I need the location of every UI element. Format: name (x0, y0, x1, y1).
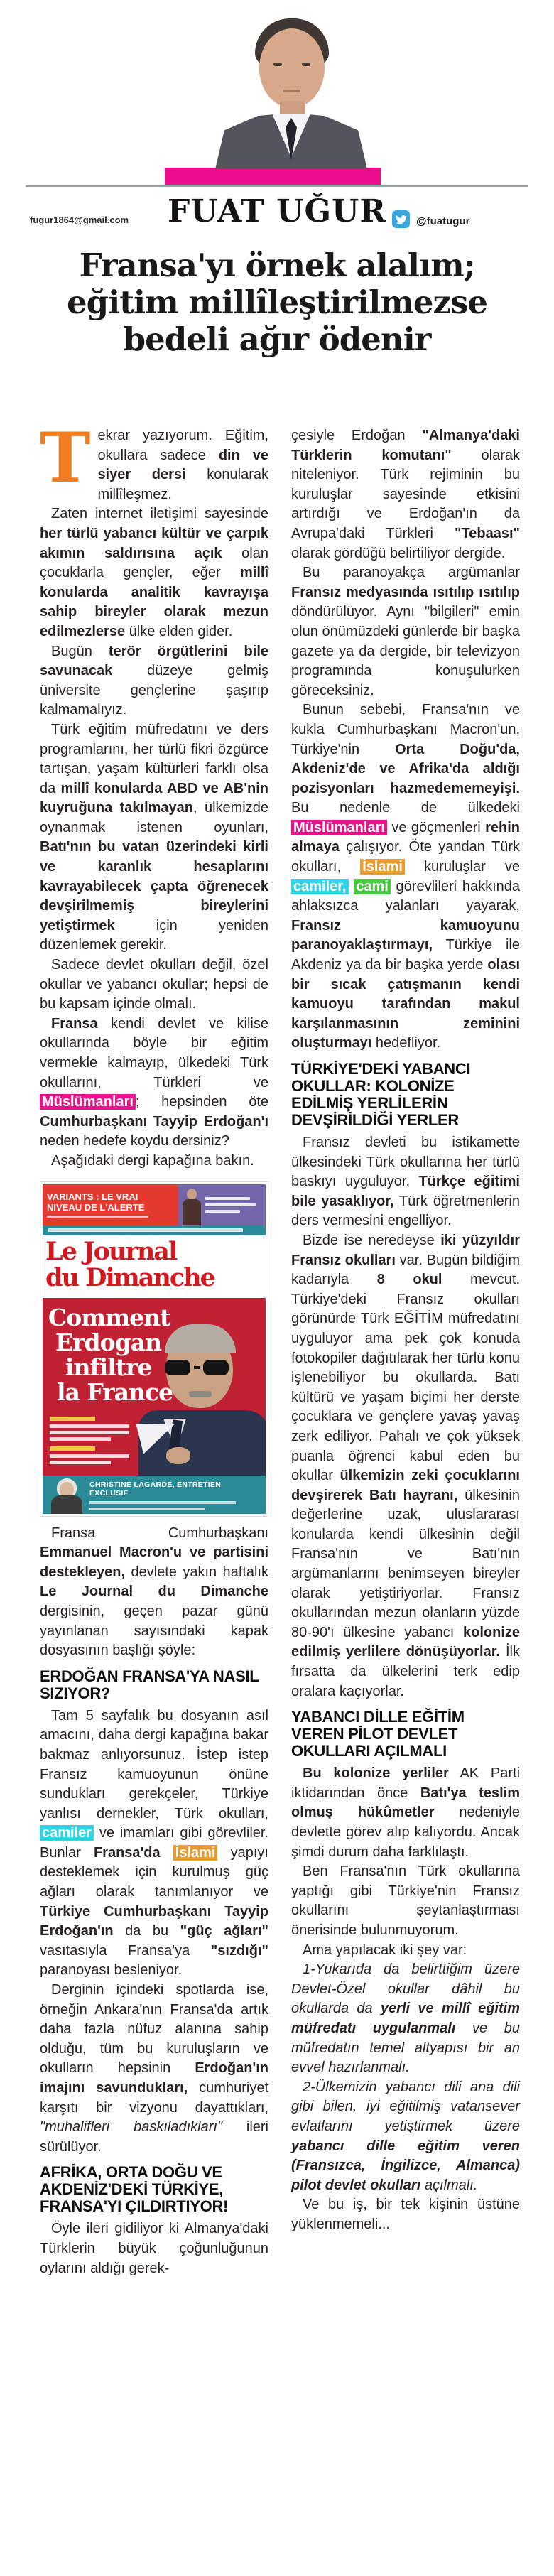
section-subheading: YABANCI DİLLE EĞİTİM VEREN PİLOT DEVLET OKULLARI AÇILMALI (291, 1708, 465, 1760)
article-paragraph: Öyle ileri gidiliyor ki Almanya'daki Türklerin büyük çoğunluğunun oylarını aldığı gerek- (40, 2221, 268, 2276)
article-paragraph: Türk eğitim müfredatını ve ders programlarını, her türlü fikri özgürce tartışan, yaşam kültürleri farklı olsa da millî konularda ABD ve AB'nin kuyruğuna takılmayan, ülkemizde oynanmak istenen oyunları, Batı'nın bu vatan üzerindeki kirli ve karanlık hesaplarını kavrayabilecek çapta öğrenecek devşirilmemiş bireylerini yetiştirmek için yeniden düzenlemek gerekir. (40, 721, 268, 953)
magazine-banner-person-photo (181, 1189, 202, 1225)
magazine-headline-line4: la France (57, 1378, 173, 1406)
author-photo (210, 18, 373, 169)
magazine-banner-red-box (43, 1184, 178, 1225)
erdogan-hand (166, 1447, 190, 1464)
magazine-headline-line3: infiltre (65, 1353, 152, 1381)
article-title-line2: eğitim millîleştirilmezse (67, 283, 487, 321)
article-paragraph: Fransa Cumhurbaşkanı Emmanuel Macron'u ve partisini destekleyen, devlete yakın haftalık Le Journal du Dimanche dergisinin, geçen pazar günü yayınlanan sayısındaki kapak dosyasının başlığı şöyle: (40, 1525, 268, 1659)
highlighted-keyword: camiler (40, 1825, 94, 1841)
highlighted-keyword: cami (354, 879, 391, 894)
highlighted-keyword: İslami (360, 859, 405, 875)
caption-text-bar (50, 1437, 111, 1441)
twitter-handle[interactable]: @fuatugur (416, 215, 470, 227)
drop-cap: T (40, 418, 91, 498)
banner-text-bar (205, 1210, 240, 1213)
magazine-top-banner (43, 1184, 266, 1225)
magazine-banner-text-line2: NIVEAU DE L'ALERTE (47, 1202, 145, 1213)
author-photo-mouth (283, 90, 300, 92)
article-paragraph: 2-Ülkemizin yabancı dili ana dili gibi bilen, iyi eğitilmiş vatansever evlatlarını yetiştirmek üzere yabancı dille eğitim veren (Fransızca, İngilizce, Almanca) pilot devlet okulları açılmalı. (291, 2079, 520, 2193)
lagarde-caption: CHRISTINE LAGARDE, ENTRETIEN EXCLUSIF (89, 1480, 222, 1498)
article-paragraph: Ve bu iş, bir tek kişinin üstüne yüklenmemeli... (291, 2197, 520, 2232)
magazine-logo (43, 1235, 266, 1298)
lagarde-text-bar (89, 1508, 205, 1510)
article-paragraph: Ben Fransa'nın Türk okullarına yaptığı gibi Türkiye'nin Fransız okullarını şeytanlaştırması önerisinde bulunmuyorum. (291, 1863, 520, 1938)
article-title-line3: bedeli ağır ödenir (123, 320, 431, 358)
magazine-teal-strip (43, 1225, 266, 1235)
article-paragraph: Aşağıdaki dergi kapağına bakın. (51, 1152, 254, 1169)
sunglass-lens (203, 1360, 229, 1375)
magazine-banner-purple-box (178, 1184, 266, 1225)
caption-heading-bar (50, 1446, 95, 1451)
caption-text-bar (50, 1424, 129, 1428)
left-column (40, 418, 268, 2278)
author-photo-eye (273, 63, 282, 66)
article-paragraph: Fransız devleti bu istikamette ülkesindeki Türk okullarına her türlü baskıyı uyguluyor. Türkçe eğitimi bile yasaklıyor, Türk öğretmenlerin ders vermesini engelliyor. (291, 1135, 520, 1229)
caption-text-bar (50, 1431, 129, 1434)
highlighted-keyword: İslami (173, 1845, 218, 1861)
article-paragraph: 1-Yukarıda da belirttiğim üzere Devlet-Özel okullar dâhil bu okullarda da yerli ve millî eğitim müfredatı uygulanmalı ve bu müfredatın temel altyapısı bir an evvel hazırlanmalı. (291, 1961, 520, 2076)
highlighted-keyword: camiler, (291, 879, 349, 894)
left-column-bottom (40, 1524, 268, 2279)
author-photo-face (259, 28, 325, 108)
right-column-text (291, 426, 520, 2234)
lagarde-body (51, 1495, 82, 1514)
magazine-lagarde-bar (43, 1476, 266, 1514)
magazine-caption-block (50, 1411, 129, 1467)
erdogan-mustache (189, 1391, 212, 1397)
author-name: FUAT UĞUR (168, 193, 386, 229)
article-paragraph: Fransa kendi devlet ve kilise okullarında böyle bir eğitim vermekle kalmayıp, ülkedeki Türk okullarını, Türkleri ve Müslümanları ; hepsinden öte Cumhurbaşkanı Tayyip Erdoğan'ı neden hedefe koydu dersiniz? (40, 1015, 268, 1149)
magazine-headline (48, 1305, 173, 1405)
magazine-headline-line1: Comment (48, 1303, 170, 1331)
article-title-line1: Fransa'yı örnek alalım; (79, 247, 475, 284)
banner-text-bar (205, 1203, 256, 1206)
caption-heading-bar (50, 1417, 95, 1421)
article-paragraph: Derginin içindeki spotlarda ise, örneğin Ankara'nın Fransa'da artık daha fazla nüfuz alanına sahip olduğu, tüm bu kuruluşların ve okulların hepsinin Erdoğan'ın imajını savundukları, cumhuriyet karşıtı bir vizyonu dayattıkları, "muhalifleri baskıladıkları" ileri sürülüyor. (40, 1982, 268, 2155)
article-paragraph: Sadece devlet okulları değil, özel okullar ve yabancı okullar; hepsi de bu kapsam içinde olmalı. (40, 957, 268, 1012)
strip-text-bar (48, 1228, 243, 1232)
caption-text-bar (50, 1454, 129, 1458)
article-paragraph: Tekrar yazıyorum. Eğitim, okullara sadece din ve siyer dersi konularak millîleşmez. (40, 418, 268, 502)
magazine-cover (40, 1181, 268, 1517)
banner-person-head (187, 1189, 197, 1200)
article-paragraph: Tam 5 sayfalık bu dosyanın asıl amacını, daha dergi kapağına bakar bakmaz anlıyorsunuz. İstep istep Fransız kamuoyunun önüne sundukları gerekçeler, Türkiye yanlısı dernekler, Türk okulları, camiler ve imamları gibi görevliler. Bunlar Fransa'da İslami yapıyı desteklemek için kurulmuş güç ağları olarak tanımlanıyor ve Türkiye Cumhurbaşkanı Tayyip Erdoğan'ın da bu "güç ağları" vasıtasıyla Fransa'ya "sızdığı" paranoyası besleniyor. (40, 1707, 268, 1979)
masthead-accent-bar (165, 168, 381, 185)
highlighted-keyword: Müslümanları (291, 820, 387, 835)
author-photo-eye (302, 63, 310, 66)
magazine-logo-line1: Le Journal (45, 1236, 177, 1266)
left-column-top (40, 418, 268, 1171)
article-paragraph: Bizde ise neredeyse iki yüzyıldır Fransız okulları var. Bugün bildiğim kadarıyla 8 okul mevcut. Türkiye'deki Fransız okulları görünürde Türk EĞİTİM müfredatını uyguluyor ama pek çok konuda fotokopiler dağıtılarak her türlü konu işlenebiliyor bu okullarda. Batı kültürü ve yaşam biçimi her derste çocuklara ve gençlere yavaş yavaş zerk ediliyor. Pahalı ve çok yüksek puanla öğrenci kabul eden bu okullar ülkemizin zeki çocuklarını devşirerek Batı hayranı, ülkesinin değerlerine uzak, uluslararası konularda kendi ülkesinin değil Fransa'nın ve Batı'nın argümanlarını benimseyen bireyler olarak yetiştiriyorlar. Fransız okullarından mezun olanların yüzde 80-90'ı ülkesine yabancı kolonize edilmiş yerlilere dönüşüyorlar. İlk fırsatta da ülkelerini terk edip oralara kaçıyorlar. (291, 1232, 520, 1699)
sunglass-bridge (194, 1366, 200, 1369)
article-paragraph: Bu paranoyakça argümanlar Fransız medyasında ısıtılıp ısıtılıp döndürülüyor. Aynı "bilgileri" emin olun önümüzdeki günlerde bir başka gazete ya da dergide, bir televizyon programında konuşulurken göreceksiniz. (291, 565, 520, 698)
lagarde-text-bar (89, 1501, 236, 1504)
section-subheading: TÜRKİYE'DEKİ YABANCI OKULLAR: KOLONİZE EDİLMİŞ YERLİLERİN DEVŞİRİLDİĞİ YERLER (291, 1060, 471, 1129)
twitter-icon[interactable] (392, 210, 410, 228)
author-email[interactable]: fugur1864@gmail.com (30, 215, 129, 225)
banner-text-bar (205, 1197, 250, 1200)
magazine-cover-art (43, 1298, 266, 1476)
magazine-banner-text-line1: VARIANTS : LE VRAI (47, 1191, 138, 1203)
article-paragraph: Zaten internet iletişimi sayesinde her türlü yabancı kültür ve çarpık akımın saldırısına açık olan çocuklarla gençler, eğer millî konularda analitik kavrayışa sahip bireyler olarak mezun edilmezlerse ülke elden gider. (40, 506, 268, 639)
article-paragraph: Bugün terör örgütlerini bile savunacak düzeye gelmiş üniversite gençlerine şaşırıp kalmamalıyız. (40, 643, 268, 718)
caption-text-bar (50, 1461, 111, 1464)
magazine-headline-line2: Erdogan (55, 1328, 162, 1356)
section-subheading: ERDOĞAN FRANSA'YA NASIL SIZIYOR? (40, 1667, 259, 1702)
lagarde-photo (48, 1478, 85, 1514)
magazine-banner-subtext-bar (47, 1216, 148, 1218)
highlighted-keyword: Müslümanları (40, 1094, 136, 1110)
article-paragraph: çesiyle Erdoğan "Almanya'daki Türklerin komutanı" olarak niteleniyor. Türk rejiminin bu kuruluşlar sayesinde etkisini artırdığı ve Erdoğan'ın da Avrupa'daki Türkleri "Tebaası" olarak gördüğü belirtiliyor dergide. (291, 428, 521, 561)
article-title (0, 247, 554, 358)
erdogan-hair (165, 1324, 236, 1353)
article-paragraph: Ama yapılacak iki şey var: (303, 1942, 467, 1958)
article-paragraph: Bunun sebebi, Fransa'nın ve kukla Cumhurbaşkanı Macron'un, Türkiye'nin Orta Doğu'da, Akdeniz'de ve Afrika'da aldığı pozisyonları hazmedememeyişi. Bu nedenle de ülkedeki Müslümanları ve göçmenleri rehin almaya çalışıyor. Öte yandan Türk okulları, İslami kuruluşlar ve camiler, cami görevlileri hakkında ahlaksızca yalanları yayarak, Fransız kamuoyunu paranoyaklaştırmayı, Türkiye ile Akdeniz ya da bir başka yerde olası bir sıcak çatışmanın kendi kamuoyu tarafından makul karşılanmasının zeminini oluşturmayı hedefliyor. (291, 702, 521, 1051)
article-paragraph: Bu kolonize yerliler AK Parti iktidarından önce Batı'ya teslim olmuş hükûmetler nedeniyle devlette görev alıp kalıyordu. Ancak şimdi durum daha farklılaştı. (291, 1765, 521, 1860)
section-subheading: AFRİKA, ORTA DOĞU VE AKDENİZ'DEKİ TÜRKİYE, FRANSA'YI ÇILDIRTIYOR! (40, 2163, 229, 2216)
right-column (291, 426, 520, 2234)
masthead-divider (26, 185, 528, 187)
erdogan-sunglasses (165, 1360, 229, 1375)
magazine-logo-line2: du Dimanche (45, 1262, 214, 1292)
banner-person-body (183, 1199, 201, 1225)
